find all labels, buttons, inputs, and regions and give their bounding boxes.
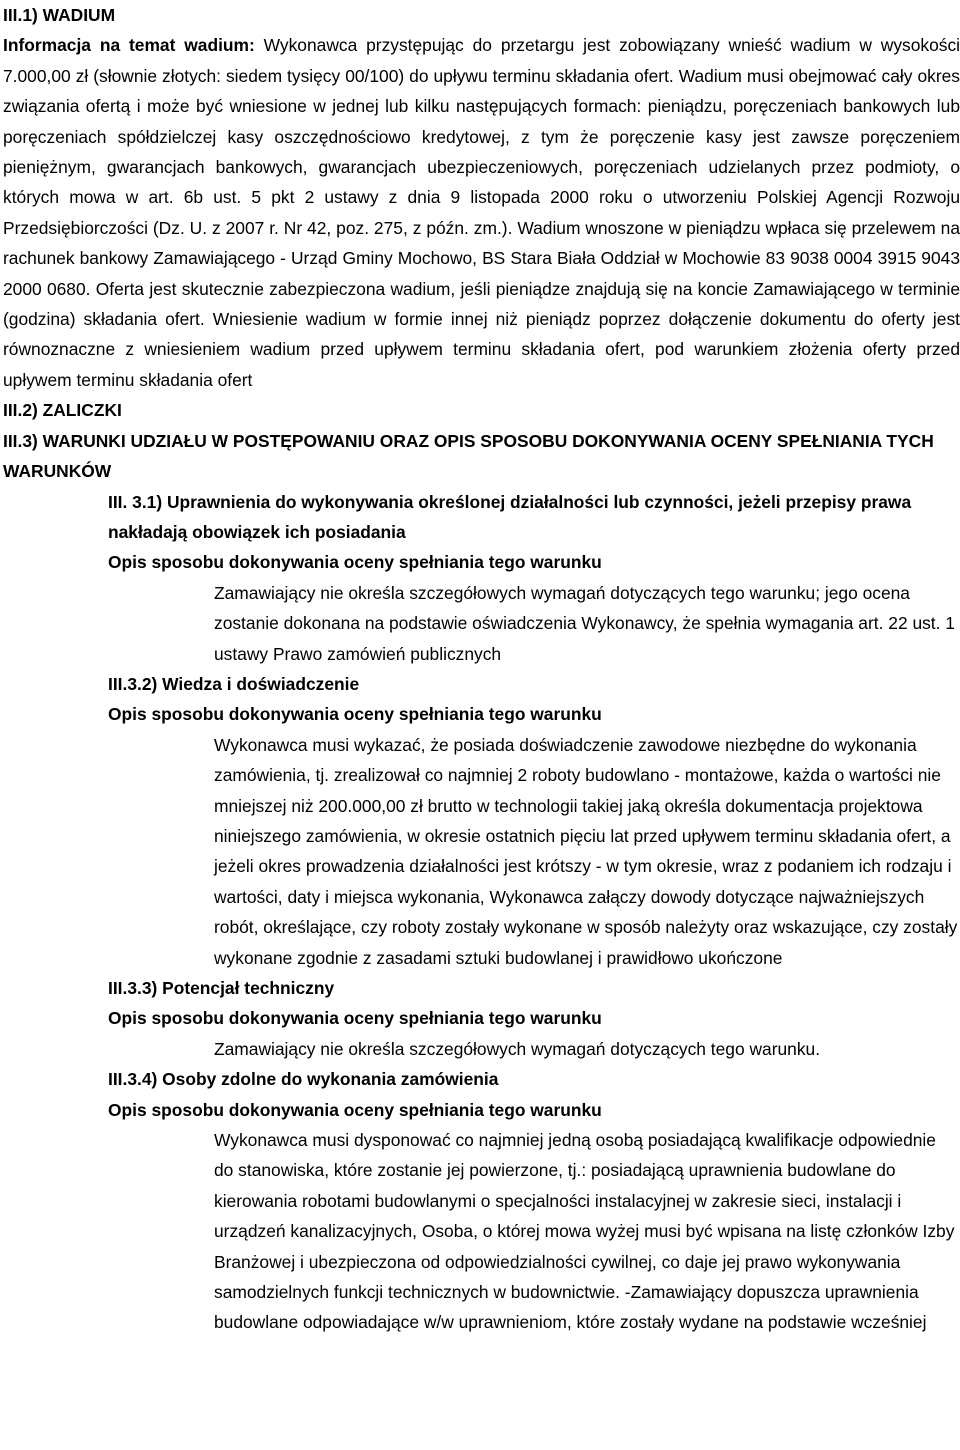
opis-label: Opis sposobu dokonywania oceny spełniania tego warunku	[108, 1099, 602, 1120]
subsection-heading: III. 3.1) Uprawnienia do wykonywania określonej działalności lub czynności, jeżeli przepisy prawa nakładają obowiązek ich posiadania	[108, 491, 912, 542]
subsection-text: Zamawiający nie określa szczegółowych wymagań dotyczących tego warunku; jego ocena zostanie dokonana na podstawie oświadczenia Wykonawcy, że spełnia wymagania art. 22 ust. 1 ustawy Prawo zamówień publicznych	[214, 582, 955, 664]
opis-label: Opis sposobu dokonywania oceny spełniania tego warunku	[108, 1008, 602, 1029]
opis-label: Opis sposobu dokonywania oceny spełniania tego warunku	[108, 704, 602, 725]
subsection-text: Wykonawca musi wykazać, że posiada doświadczenie zawodowe niezbędne do wykonania zamówienia, tj. zrealizował co najmniej 2 roboty budowlano - montażowe, każda o wartości nie mniejszej niż 200.000,00 zł brutto w technologii takiej jaką określa dokumentacja projektowa niniejszego zamówienia, w okresie ostatnich pięciu lat przed upływem terminu składania ofert, a jeżeli okres prowadzenia działalności jest krótszy - w tym okresie, wraz z podaniem ich rodzaju i wartości, daty i miejsca wykonania, Wykonawca załączy dowody dotyczące najważniejszych robót, określające, czy roboty zostały wykonane w sposób należyty oraz wskazujące, czy zostały wykonane zgodnie z zasadami sztuki budowlanej i prawidłowo ukończone	[214, 734, 958, 968]
subsection-osoby	[3, 1064, 960, 1338]
section-heading-warunki: III.3) WARUNKI UDZIAŁU W POSTĘPOWANIU ORAZ OPIS SPOSOBU DOKONYWANIA OCENY SPEŁNIANIA TYCH WARUNKÓW	[3, 430, 934, 482]
subsection-text: Zamawiający nie określa szczegółowych wymagań dotyczących tego warunku.	[214, 1038, 821, 1059]
subsection-heading: III.3.2) Wiedza i doświadczenie	[108, 673, 360, 694]
section-heading-zaliczki: III.2) ZALICZKI	[3, 400, 122, 421]
subsection-heading: III.3.3) Potencjał techniczny	[108, 978, 335, 998]
subsection-heading: III.3.4) Osoby zdolne do wykonania zamówienia	[108, 1069, 499, 1090]
wadium-info-label: Informacja na temat wadium:	[3, 35, 255, 56]
opis-label: Opis sposobu dokonywania oceny spełniania tego warunku	[108, 552, 602, 573]
subsection-wiedza	[3, 669, 960, 973]
subsection-text: Wykonawca musi dysponować co najmniej jedną osobą posiadającą kwalifikacje odpowiednie do stanowiska, które zostanie jej powierzone, tj.: posiadającą uprawnienia budowlane do kierowania robotami budowlanymi o specjalności instalacyjnej w zakresie sieci, instalacji i urządzeń kanalizacyjnych, Osoba, o której mowa wyżej musi być wpisana na listę członków Izby Branżowej i ubezpieczona od odpowiedzialności cywilnej, co daje jej prawo wykonywania samodzielnych funkcji technicznych w budownictwie. -Zamawiający dopuszcza uprawnienia budowlane odpowiadające w/w uprawnieniom, które zostały wydane na podstawie wcześniej	[214, 1130, 955, 1333]
wadium-paragraph	[3, 30, 960, 395]
section-heading-wadium: III.1) WADIUM	[3, 5, 116, 25]
subsection-potencjal	[3, 973, 960, 1064]
wadium-text: Wykonawca przystępując do przetargu jest zobowiązany wnieść wadium w wysokości 7.000,00 zł (słownie złotych: siedem tysięcy 00/100) do upływu terminu składania ofert. Wadium musi obejmować cały okres związania ofertą i może być wniesione w jednej lub kilku następujących formach: pieniądzu, poręczeniach bankowych lub poręczeniach spółdzielczej kasy oszczędnościowo kredytowej, z tym że poręczenie kasy jest zawsze poręczeniem pieniężnym, gwarancjach bankowych, gwarancjach ubezpieczeniowych, poręczeniach udzielanych przez podmioty, o których mowa w art. 6b ust. 5 pkt 2 ustawy z dnia 9 listopada 2000 roku o utworzeniu Polskiej Agencji Rozwoju Przedsiębiorczości (Dz. U. z 2007 r. Nr 42, poz. 275, z późn. zm.). Wadium wnoszone w pieniądzu wpłaca się przelewem na rachunek bankowy Zamawiającego - Urząd Gminy Mochowo, BS Stara Biała Oddział w Mochowie 83 9038 0004 3915 9043 2000 0680. Oferta jest skutecznie zabezpieczona wadium, jeśli pieniądze znajdują się na koncie Zamawiającego w terminie (godzina) składania ofert. Wniesienie wadium w formie innej niż pieniądz poprzez dołączenie dokumentu do oferty jest równoznaczne z wniesieniem wadium przed upływem terminu składania ofert, pod warunkiem złożenia oferty przed upływem terminu składania ofert	[3, 35, 960, 390]
subsection-uprawnienia	[3, 487, 960, 669]
